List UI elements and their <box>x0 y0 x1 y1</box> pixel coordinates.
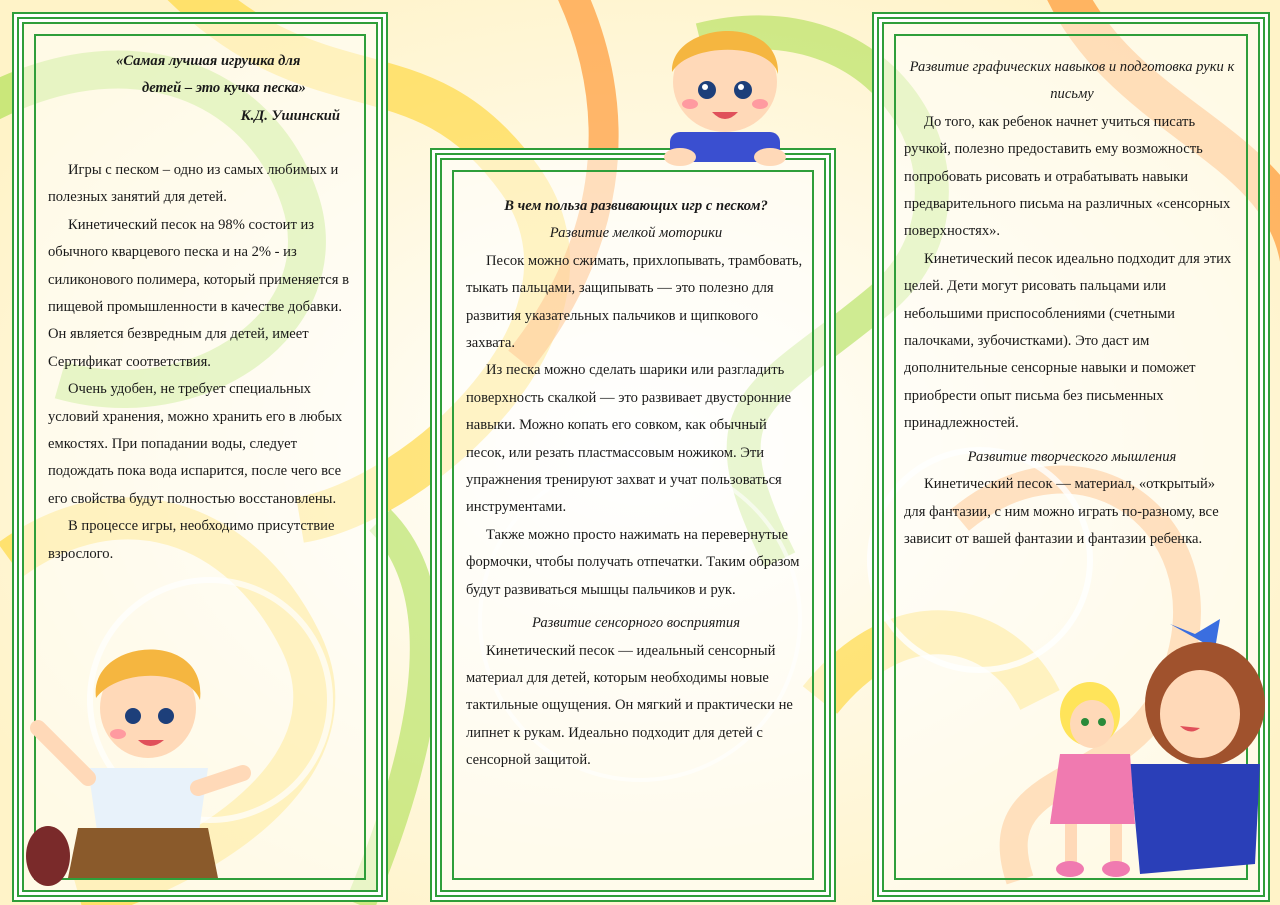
paragraph: До того, как ребенок начнет учиться писать ручкой, полезно предоставить ему возможность попробовать рисовать и отрабатывать навыки предварительного письма на различных «сенсорных поверхностях». <box>904 113 1231 240</box>
paragraph: Из песка можно сделать шарики или разгладить поверхность скалкой — это развивает двусторонние навыки. Можно копать его совком, как обычный песок, или резать пластмассовым ножиком. Эти упражнения тренируют захват и учат пользоваться инструментами. <box>466 362 792 516</box>
section-heading: Развитие графических навыков и подготовка руки к письму <box>909 59 1235 103</box>
section-heading: Развитие творческого мышления <box>967 448 1177 465</box>
epigraph <box>110 48 350 130</box>
paragraph: Игры с песком – одно из самых любимых и полезных занятий для детей. <box>48 162 339 206</box>
paragraph: Очень удобен, не требует специальных условий хранения, можно хранить его в любых емкостях. При попадании воды, следует подождать пока вода испарится, после чего все его свойства будут полностью восстановлены. <box>48 381 343 507</box>
epigraph-line-2: детей – это кучка песка» <box>142 80 306 97</box>
middle-panel-text <box>466 193 806 775</box>
boy-kneeling-illustration <box>18 628 258 890</box>
paragraph: Кинетический песок идеально подходит для этих целей. Дети могут рисовать пальцами или небольшими приспособлениями (счетными палочками, зубочистками). Это даст им дополнительные сенсорные навыки и поможет приобрести опыт письма без письменных принадлежностей. <box>904 250 1232 432</box>
right-panel-text <box>904 54 1240 553</box>
middle-panel-title: В чем польза развивающих игр с песком? <box>504 198 768 214</box>
boy-peeking-illustration <box>650 12 800 172</box>
girl-with-doll-illustration <box>1020 604 1270 890</box>
section-heading: Развитие сенсорного восприятия <box>531 615 741 632</box>
epigraph-author: К.Д. Ушинский <box>240 107 340 124</box>
paragraph: Кинетический песок — материал, «открытый» для фантазии, с ним можно играть по-разному, все зависит от вашей фантазии и фантазии ребенка. <box>904 476 1219 547</box>
left-panel-text <box>48 157 353 568</box>
section-heading: Развитие мелкой моторики <box>549 225 723 242</box>
paragraph: Песок можно сжимать, прихлопывать, трамбовать, тыкать пальцами, защипывать — это полезно для развития указательных пальчиков и щипкового захвата. <box>466 252 803 352</box>
paragraph: Кинетический песок — идеальный сенсорный материал для детей, которым необходимы новые тактильные ощущения. Он мягкий и практически не липнет к рукам. Идеально подходит для детей с сенсорной защитой. <box>466 642 793 769</box>
paragraph: Также можно просто нажимать на перевернутые формочки, чтобы получать отпечатки. Таким образом будут развиваться мышцы пальчиков и рук. <box>466 526 800 598</box>
paragraph: Кинетический песок на 98% состоит из обычного кварцевого песка и на 2% - из силиконового полимера, который применяется в пищевой промышленности в качестве добавки. Он является безвредным для детей, имеет Сертификат соответствия. <box>48 216 349 370</box>
paragraph: В процессе игры, необходимо присутствие взрослого. <box>48 518 335 562</box>
epigraph-line-1: «Самая лучшая игрушка для <box>116 53 301 69</box>
